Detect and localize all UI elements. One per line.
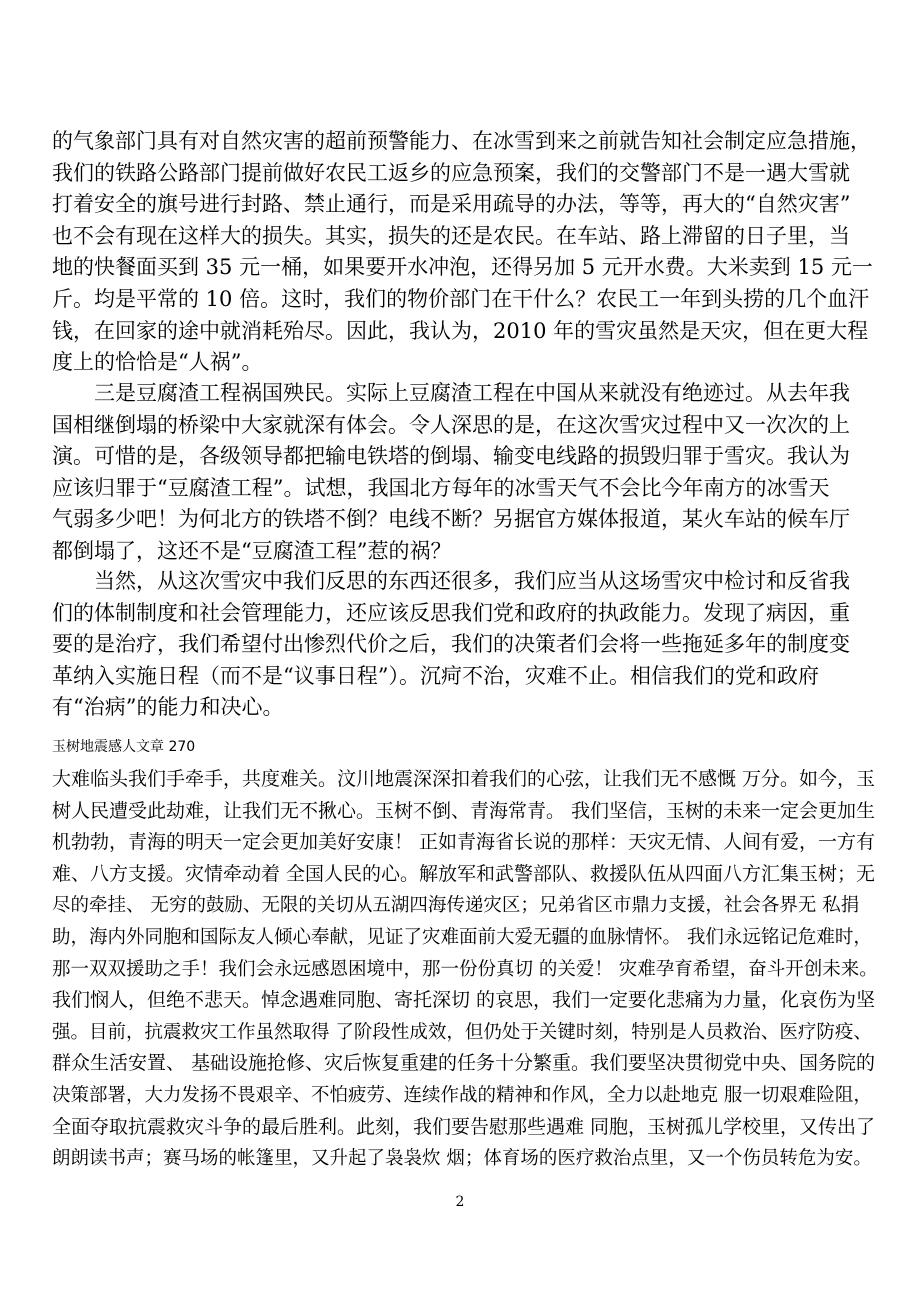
- paragraph-3: [52, 566, 878, 724]
- text-line: 助，海内外同胞和国际友人倾心奉献，见证了灾难面前大爱无疆的血脉情怀。 我们永远铭记危难时，: [52, 926, 872, 948]
- text-line: 革纳入实施日程（而不是“议事日程”）。沉疴不治，灾难不止。相信我们的党和政府: [52, 663, 819, 688]
- text-line: 那一双双援助之手！我们会永远感恩困境中，那一份份真切 的关爱！ 灾难孕育希望，奋斗开创未来。: [52, 958, 878, 980]
- text-line: 们的体制制度和社会管理能力，还应该反思我们党和政府的执政能力。发现了病因，重: [52, 600, 850, 625]
- section-title: 玉树地震感人文章 270: [52, 739, 196, 755]
- page-number: 2: [455, 1194, 465, 1210]
- text-line: 度上的恰恰是“人祸”。: [52, 350, 263, 375]
- text-line: 树人民遭受此劫难，让我们无不揪心。玉树不倒、青海常青。 我们坚信，玉树的未来一定会更加生: [52, 799, 876, 822]
- text-line: 强。目前，抗震救灾工作虽然取得 了阶段性成效，但仍处于关键时刻，特别是人员救治、医疗防疫、: [52, 1021, 872, 1043]
- text-line: 全面夺取抗震救灾斗争的最后胜利。此刻，我们要告慰那些遇难 同胞，玉树孤儿学校里，又传出了: [52, 1115, 876, 1138]
- text-line: 打着安全的旗号进行封路、禁止通行，而是采用疏导的办法，等等，再大的“自然灾害”: [52, 192, 851, 217]
- text-line: 地的快餐面买到 35 元一桶，如果要开水冲泡，还得另加 5 元开水费。大米卖到 15 元一: [52, 255, 873, 280]
- text-line: 气弱多少吧！为何北方的铁塔不倒？电线不断？另据官方媒体报道，某火车站的候车厅: [52, 507, 850, 532]
- text-line: 我们的铁路公路部门提前做好农民工返乡的应急预案，我们的交警部门不是一遇大雪就: [52, 160, 850, 185]
- text-line: 尽的牵挂、 无穷的鼓励、无限的关切从五湖四海传递灾区；兄弟省区市鼎力支援，社会各界无 私捐: [52, 895, 860, 917]
- text-line: 的气象部门具有对自然灾害的超前预警能力、在冰雪到来之前就告知社会制定应急措施，: [52, 129, 871, 153]
- paragraph-2: [52, 378, 878, 568]
- text-line: 应该归罪于“豆腐渣工程”。试想，我国北方每年的冰雪天气不会比今年南方的冰雪天: [52, 475, 830, 500]
- text-line: 群众生活安置、 基础设施抢修、灾后恢复重建的任务十分繁重。我们要坚决贯彻党中央、国务院的: [52, 1052, 876, 1075]
- text-line: 我们悯人，但绝不悲天。悼念遇难同胞、寄托深切 的哀思，我们一定要化悲痛为力量，化哀伤为坚: [52, 989, 876, 1012]
- text-line: 朗朗读书声；赛马场的帐篷里，又升起了袅袅炊 烟；体育场的医疗救治点里，又一个伤员转危为安。: [52, 1148, 872, 1170]
- text-line: 大难临头我们手牵手，共度难关。汶川地震深深扣着我们的心弦，让我们无不感慨 万分。如今，玉: [52, 768, 876, 790]
- paragraph-4: [52, 764, 878, 1175]
- text-line: 斤。均是平常的 10 倍。这时，我们的物价部门在干什么？农民工一年到头捞的几个血汗: [52, 286, 870, 311]
- text-line: 难、八方支援。灾情牵动着 全国人民的心。解放军和武警部队、救援队伍从四面八方汇集玉树；无: [52, 862, 876, 885]
- text-line: 也不会有现在这样大的损失。其实，损失的还是农民。在车站、路上滞留的日子里，当: [52, 223, 850, 248]
- text-line: 都倒塌了，这还不是“豆腐渣工程”惹的祸？: [52, 538, 452, 563]
- text-line: 有“治病”的能力和决心。: [52, 695, 284, 720]
- text-line: 当然，从这次雪灾中我们反思的东西还很多，我们应当从这场雪灾中检讨和反省我: [52, 569, 850, 593]
- text-line: 国相继倒塌的桥梁中大家就深有体会。令人深思的是，在这次雪灾过程中又一次次的上: [52, 412, 850, 437]
- text-line: 机勃勃，青海的明天一定会更加美好安康！ 正如青海省长说的那样：天灾无情、人间有爱，一方有: [52, 831, 876, 854]
- text-line: 要的是治疗，我们希望付出惨烈代价之后，我们的决策者们会将一些拖延多年的制度变: [52, 632, 850, 657]
- text-line: 决策部署，大力发扬不畏艰辛、不怕疲劳、连续作战的精神和作风，全力以赴地克 服一切艰难险阻，: [52, 1084, 872, 1106]
- text-line: 演。可惜的是，各级领导都把输电铁塔的倒塌、输变电线路的损毁归罪于雪灾。我认为: [52, 444, 850, 469]
- text-line: 三是豆腐渣工程祸国殃民。实际上豆腐渣工程在中国从来就没有绝迹过。从去年我: [52, 381, 850, 405]
- text-line: 钱，在回家的途中就消耗殆尽。因此，我认为，2010 年的雪灾虽然是天灾，但在更大程: [52, 318, 869, 343]
- paragraph-1: [52, 126, 878, 379]
